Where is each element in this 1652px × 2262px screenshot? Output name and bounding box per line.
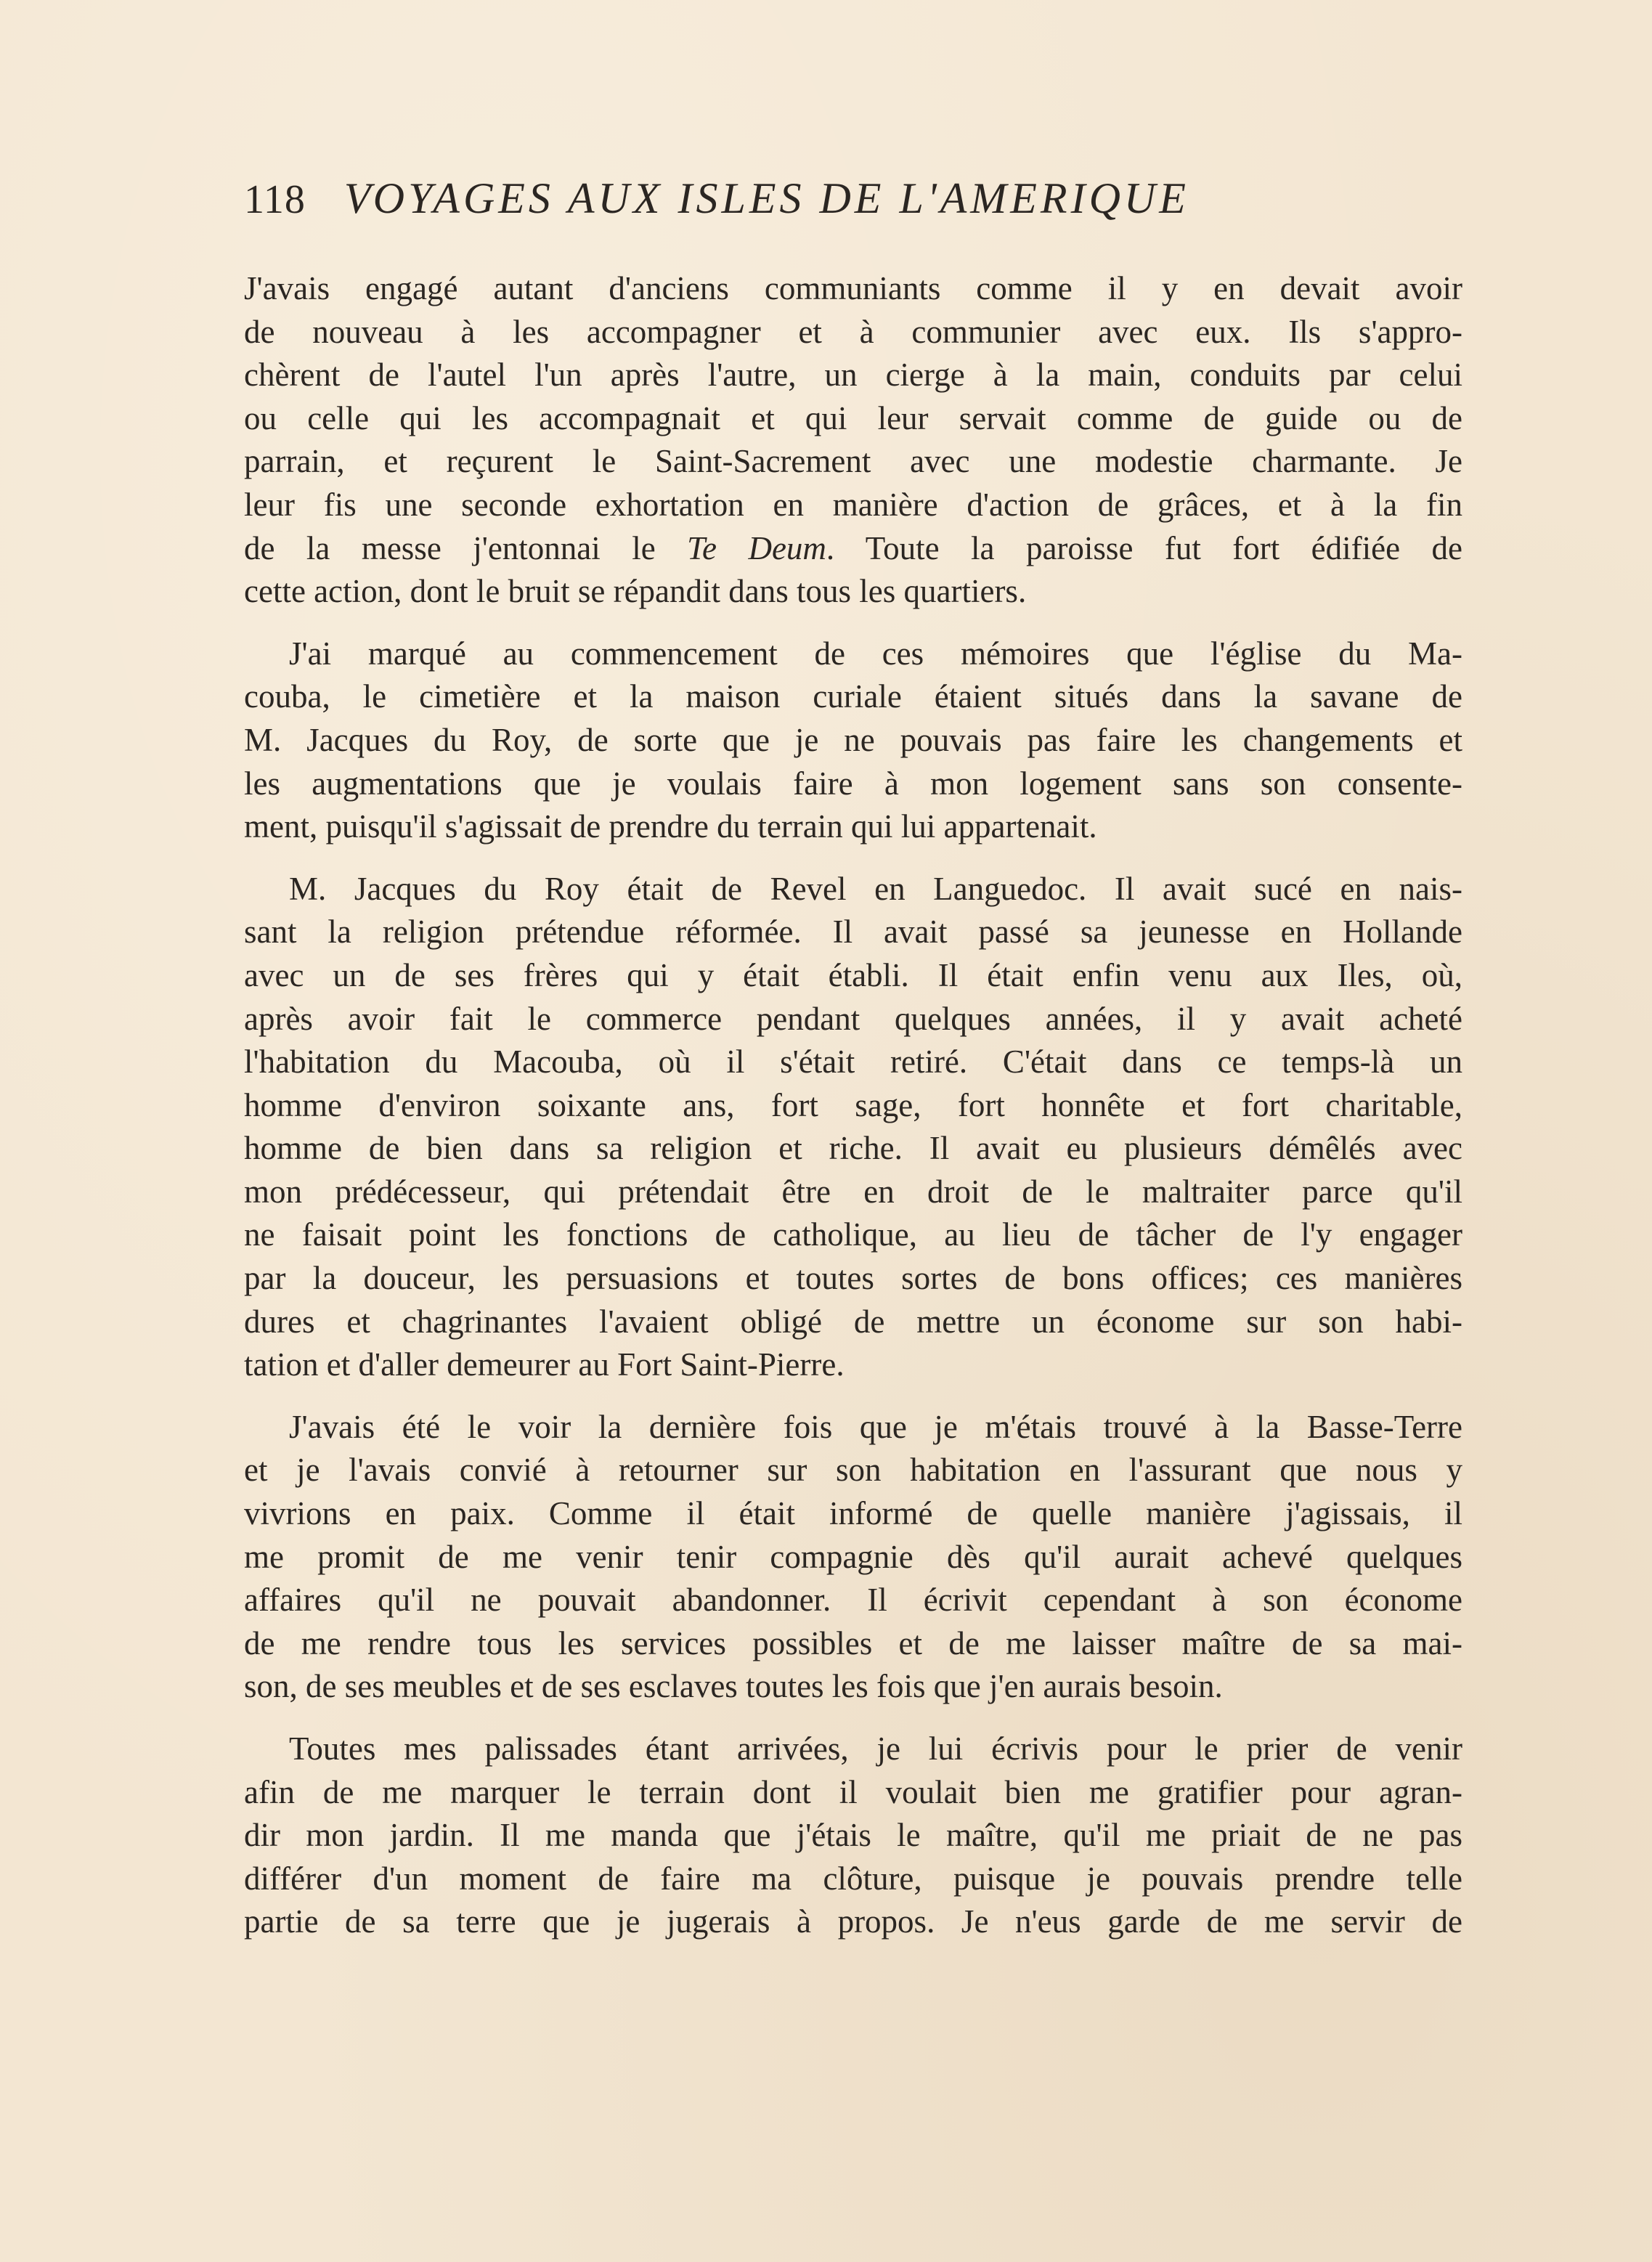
text-line: par la douceur, les persuasions et toutes sortes de bons offices; ces manières: [244, 1260, 1462, 1297]
text-line: dir mon jardin. Il me manda que j'étais le maître, qu'il me priait de ne pas: [244, 1817, 1462, 1854]
body-text: [244, 267, 1462, 1963]
text-line: vivrions en paix. Comme il était informé de quelle manière j'agissais, il: [244, 1495, 1462, 1532]
text-line: dures et chagrinantes l'avaient obligé de mettre un économe sur son habi-: [244, 1303, 1462, 1340]
text-line: M. Jacques du Roy, de sorte que je ne pouvais pas faire les changements et: [244, 721, 1462, 758]
text-segment: de la messe j'entonnai le: [244, 529, 688, 566]
text-segment: . Toute la paroisse fut fort édifiée de: [826, 529, 1462, 566]
page-number: 118: [244, 177, 306, 222]
text-line: après avoir fait le commerce pendant quelques années, il y avait acheté: [244, 1000, 1462, 1037]
text-line: chèrent de l'autel l'un après l'autre, un cierge à la main, conduits par celui: [244, 357, 1462, 394]
text-line: l'habitation du Macouba, où il s'était retiré. C'était dans ce temps-là un: [244, 1043, 1462, 1081]
text-line: ment, puisqu'il s'agissait de prendre du terrain qui lui appartenait.: [244, 808, 1097, 845]
text-line: ou celle qui les accompagnait et qui leur servait comme de guide ou de: [244, 399, 1462, 436]
text-line: J'ai marqué au commencement de ces mémoires que l'église du Ma-: [289, 635, 1462, 672]
text-line: et je l'avais convié à retourner sur son habitation en l'assurant que nous y: [244, 1452, 1462, 1489]
text-line: ne faisait point les fonctions de catholique, au lieu de tâcher de l'y engager: [244, 1216, 1462, 1253]
running-head: [244, 166, 1464, 231]
italic-title: Te Deum: [687, 529, 826, 566]
text-line: me promit de me venir tenir compagnie dès qu'il aurait achevé quelques: [244, 1538, 1462, 1575]
text-line: sant la religion prétendue réformée. Il avait passé sa jeunesse en Hollande: [244, 914, 1462, 951]
text-line: parrain, et reçurent le Saint-Sacrement avec une modestie charmante. Je: [244, 443, 1462, 480]
paragraph-3: [244, 868, 1462, 1387]
text-line: mon prédécesseur, qui prétendait être en droit de le maltraiter parce qu'il: [244, 1173, 1462, 1210]
text-line: tation et d'aller demeurer au Fort Saint-Pierre.: [244, 1346, 845, 1383]
text-line: homme de bien dans sa religion et riche. Il avait eu plusieurs démêlés avec: [244, 1130, 1462, 1167]
text-line: les augmentations que je voulais faire à mon logement sans son consente-: [244, 765, 1462, 802]
text-line: son, de ses meubles et de ses esclaves toutes les fois que j'en aurais besoin.: [244, 1668, 1223, 1705]
text-line: différer d'un moment de faire ma clôture, puisque je pouvais prendre telle: [244, 1860, 1462, 1897]
text-line: cette action, dont le bruit se répandit dans tous les quartiers.: [244, 573, 1027, 610]
paragraph-1: [244, 267, 1462, 614]
text-line: homme d'environ soixante ans, fort sage, fort honnête et fort charitable,: [244, 1086, 1462, 1123]
text-line: partie de sa terre que je jugerais à propos. Je n'eus garde de me servir de: [244, 1903, 1462, 1940]
paragraph-2: [244, 632, 1462, 849]
text-line: M. Jacques du Roy était de Revel en Languedoc. Il avait sucé en nais-: [289, 870, 1462, 907]
text-line: [244, 527, 1462, 571]
text-line: Toutes mes palissades étant arrivées, je lui écrivis pour le prier de venir: [289, 1730, 1462, 1767]
text-line: J'avais engagé autant d'anciens communiants comme il y en devait avoir: [244, 270, 1462, 306]
text-line: de nouveau à les accompagner et à communier avec eux. Ils s'appro-: [244, 313, 1462, 350]
text-line: avec un de ses frères qui y était établi. Il était enfin venu aux Iles, où,: [244, 956, 1462, 993]
running-title: VOYAGES AUX ISLES DE L'AMERIQUE: [343, 174, 1189, 222]
text-line: J'avais été le voir la dernière fois que je m'étais trouvé à la Basse-Terre: [289, 1408, 1462, 1445]
paragraph-5: [244, 1728, 1462, 1944]
text-line: de me rendre tous les services possibles et de me laisser maître de sa mai-: [244, 1624, 1462, 1661]
paragraph-4: [244, 1406, 1462, 1709]
text-line: affaires qu'il ne pouvait abandonner. Il écrivit cependant à son économe: [244, 1582, 1462, 1619]
text-line: couba, le cimetière et la maison curiale étaient situés dans la savane de: [244, 678, 1462, 715]
text-line: leur fis une seconde exhortation en manière d'action de grâces, et à la fin: [244, 486, 1462, 523]
text-line: afin de me marquer le terrain dont il voulait bien me gratifier pour agran-: [244, 1773, 1462, 1810]
